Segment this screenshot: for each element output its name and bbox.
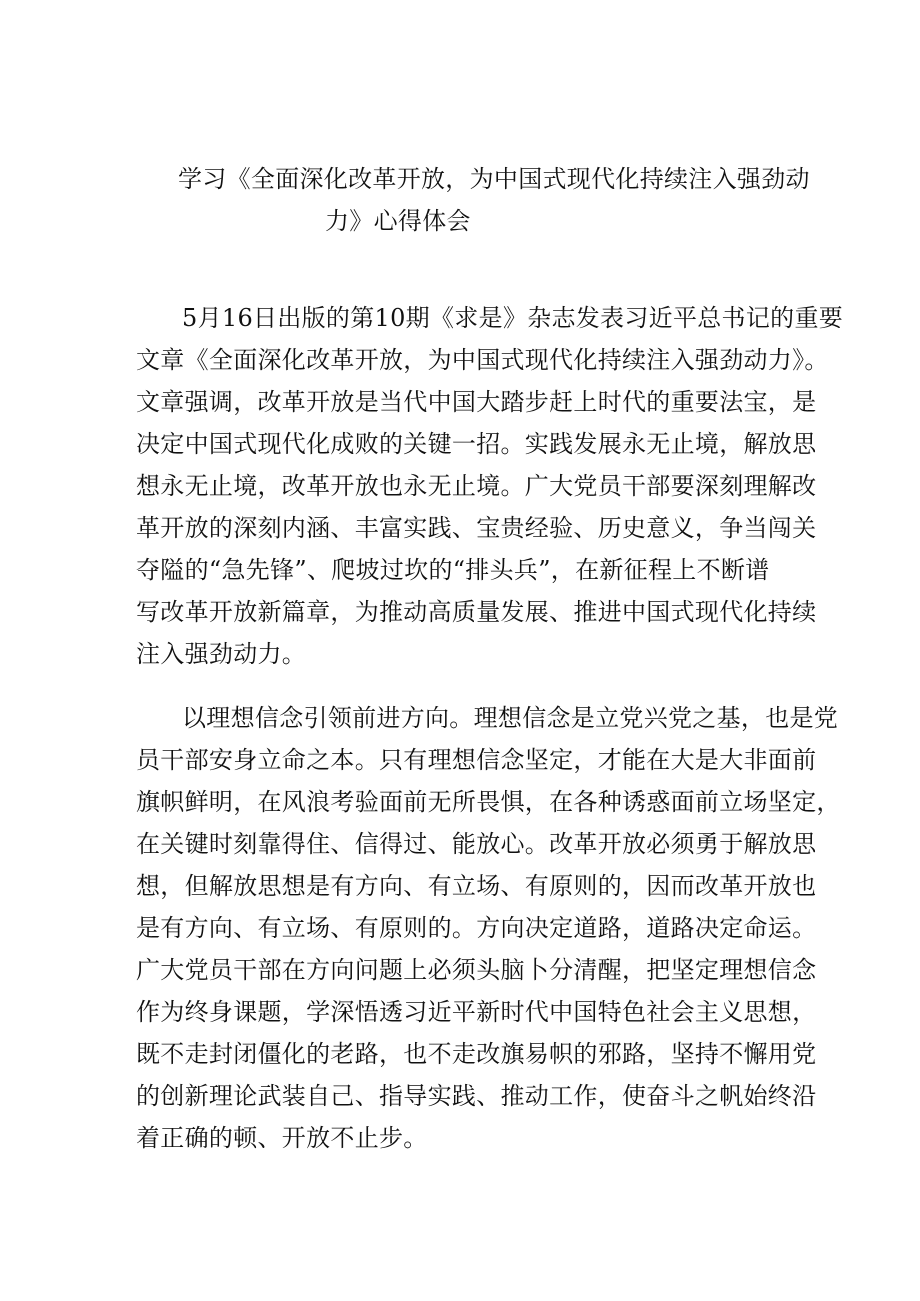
paragraph-line: 旗帜鲜明，在风浪考验面前无所畏惧，在各种诱惑面前立场坚定， (136, 788, 841, 816)
paragraph-line: 着正确的顿、开放不止步。 (136, 1124, 428, 1152)
paragraph-spacer (136, 675, 796, 697)
paragraph-line: 决定中国式现代化成败的关键一招。实践发展永无止境，解放思 (136, 430, 817, 458)
paragraph-line: 员干部安身立命之本。只有理想信念坚定，才能在大是大非面前 (136, 746, 817, 774)
title-line: 学习《全面深化改革开放，为中国式现代化持续注入强劲动 (178, 165, 810, 193)
document-title (160, 158, 810, 242)
paragraph-1 (136, 297, 844, 675)
paragraph-line: 以理想信念引领前进方向。理想信念是立党兴党之基，也是党 (182, 704, 839, 732)
paragraph-2 (136, 697, 841, 1159)
paragraph-line: 是有方向、有立场、有原则的。方向决定道路，道路决定命运。 (136, 914, 817, 942)
paragraph-line: 想永无止境，改革开放也永无止境。广大党员干部要深刻理解改 (136, 472, 817, 500)
paragraph-line: 在关键时刻靠得住、信得过、能放心。改革开放必须勇于解放思 (136, 830, 817, 858)
paragraph-line: 文章强调，改革开放是当代中国大踏步赶上时代的重要法宝，是 (136, 388, 817, 416)
title-line: 力》心得体会 (325, 207, 471, 235)
paragraph-line: 注入强劲动力。 (136, 640, 307, 668)
paragraph-line: 革开放的深刻内涵、丰富实践、宝贵经验、历史意义，争当闯关 (136, 514, 817, 542)
paragraph-line: 既不走封闭僵化的老路，也不走改旗易帜的邪路，坚持不懈用党 (136, 1040, 817, 1068)
paragraph-line: 作为终身课题，学深悟透习近平新时代中国特色社会主义思想， (136, 998, 817, 1026)
paragraph-line: 文章《全面深化改革开放，为中国式现代化持续注入强劲动力》。 (136, 346, 829, 374)
paragraph-line: 5月16日出版的第10期《求是》杂志发表习近平总书记的重要 (182, 304, 844, 332)
paragraph-line: 想，但解放思想是有方向、有立场、有原则的，因而改革开放也 (136, 872, 817, 900)
paragraph-line: 广大党员干部在方向问题上必须头脑卜分清醒，把坚定理想信念 (136, 956, 817, 984)
paragraph-line: 写改革开放新篇章，为推动高质量发展、推进中国式现代化持续 (136, 598, 817, 626)
paragraph-line: 的创新理论武装自己、指导实践、推动工作，使奋斗之帆始终沿 (136, 1082, 817, 1110)
paragraph-line: 夺隘的“急先锋”、爬坡过坎的“排头兵”，在新征程上不断谱 (136, 556, 770, 584)
document-body (136, 297, 844, 1159)
